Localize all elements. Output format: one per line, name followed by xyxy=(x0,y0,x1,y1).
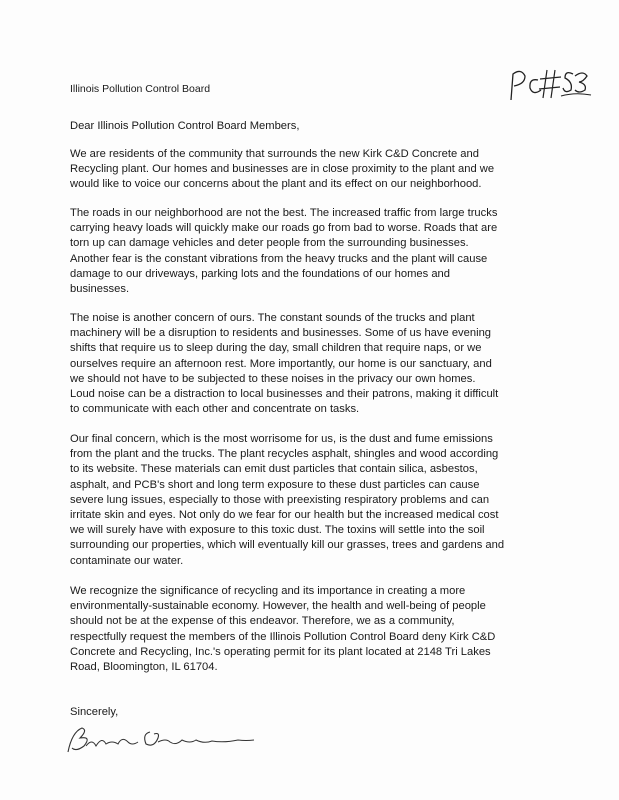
body-line: we will surely have with exposure to this toxic dust. The toxins will settle into the soil xyxy=(70,524,485,537)
paragraph-roads xyxy=(70,206,556,297)
body-line: Our final concern, which is the most worrisome for us, is the dust and fume emissions xyxy=(70,433,493,445)
body-line: ourselves require an afternoon rest. More importantly, our home is our sanctuary, and xyxy=(70,357,492,370)
handwritten-signature xyxy=(62,722,262,758)
body-line: irritate skin and eyes. Not only do we fear for our health but the increased medical cost xyxy=(70,508,499,521)
closing: Sincerely, xyxy=(70,706,119,718)
body-line: shifts that require us to sleep during the day, small children that require naps, or we xyxy=(70,342,482,355)
body-line: We recognize the significance of recycling and its importance in creating a more xyxy=(70,585,466,597)
body-line: carrying heavy loads will quickly make our roads go from bad to worse. Roads that are xyxy=(70,222,498,235)
paragraph-intro xyxy=(70,147,556,193)
body-line: to its website. These materials can emit dust particles that contain silica, asbestos, xyxy=(70,463,478,476)
paragraph-request xyxy=(70,584,556,675)
body-line: from the plant and the trucks. The plant recycles asphalt, shingles and wood according xyxy=(70,448,499,461)
body-line: Another fear is the constant vibrations from the heavy trucks and the plant will cause xyxy=(70,252,488,265)
salutation: Dear Illinois Pollution Control Board Members, xyxy=(70,120,300,132)
body-line: Recycling plant. Our homes and businesses are in close proximity to the plant and we xyxy=(70,163,495,176)
body-line: businesses. xyxy=(70,282,130,295)
body-line: torn up can damage vehicles and deter people from the surrounding businesses. xyxy=(70,237,469,250)
body-line: The noise is another concern of ours. The constant sounds of the trucks and plant xyxy=(70,312,475,324)
body-line: asphalt, and PCB's short and long term exposure to these dust particles can cause xyxy=(70,478,480,491)
body-line: contaminate our water. xyxy=(70,554,184,567)
body-line: We are residents of the community that surrounds the new Kirk C&D Concrete and xyxy=(70,148,479,160)
body-line: The roads in our neighborhood are not the best. The increased traffic from large trucks xyxy=(70,207,498,219)
body-line: surrounding our properties, which will eventually kill our grasses, trees and gardens and xyxy=(70,539,505,552)
paragraph-dust xyxy=(70,432,556,569)
body-line: should not be at the expense of this endeavor. Therefore, we as a community, xyxy=(70,615,455,628)
handwritten-exhibit-stamp xyxy=(503,62,593,104)
body-line: environmentally-sustainable economy. However, the health and well-being of people xyxy=(70,600,486,613)
body-line: Loud noise can be a distraction to local businesses and their patrons, making it difficult xyxy=(70,387,499,400)
body-line: respectfully request the members of the Illinois Pollution Control Board deny Kirk C&D xyxy=(70,630,496,643)
body-line: we should not have to be subjected to these noises in the privacy our own homes. xyxy=(70,372,476,385)
body-line: to communicate with each other and concentrate on tasks. xyxy=(70,403,360,416)
body-line: Concrete and Recycling, Inc.'s operating permit for its plant located at 2148 Tri Lakes xyxy=(70,645,491,658)
body-line: damage to our driveways, parking lots and the foundations of our homes and xyxy=(70,267,450,280)
body-line: Road, Bloomington, IL 61704. xyxy=(70,660,218,673)
body-line: would like to voice our concerns about the plant and its effect on our neighborhood. xyxy=(70,178,482,191)
body-line: severe lung issues, especially to those with preexisting respiratory problems and can xyxy=(70,493,490,506)
body-line: machinery will be a disruption to residents and businesses. Some of us have evening xyxy=(70,327,492,340)
paragraph-noise xyxy=(70,311,556,417)
recipient-line: Illinois Pollution Control Board xyxy=(70,83,211,95)
